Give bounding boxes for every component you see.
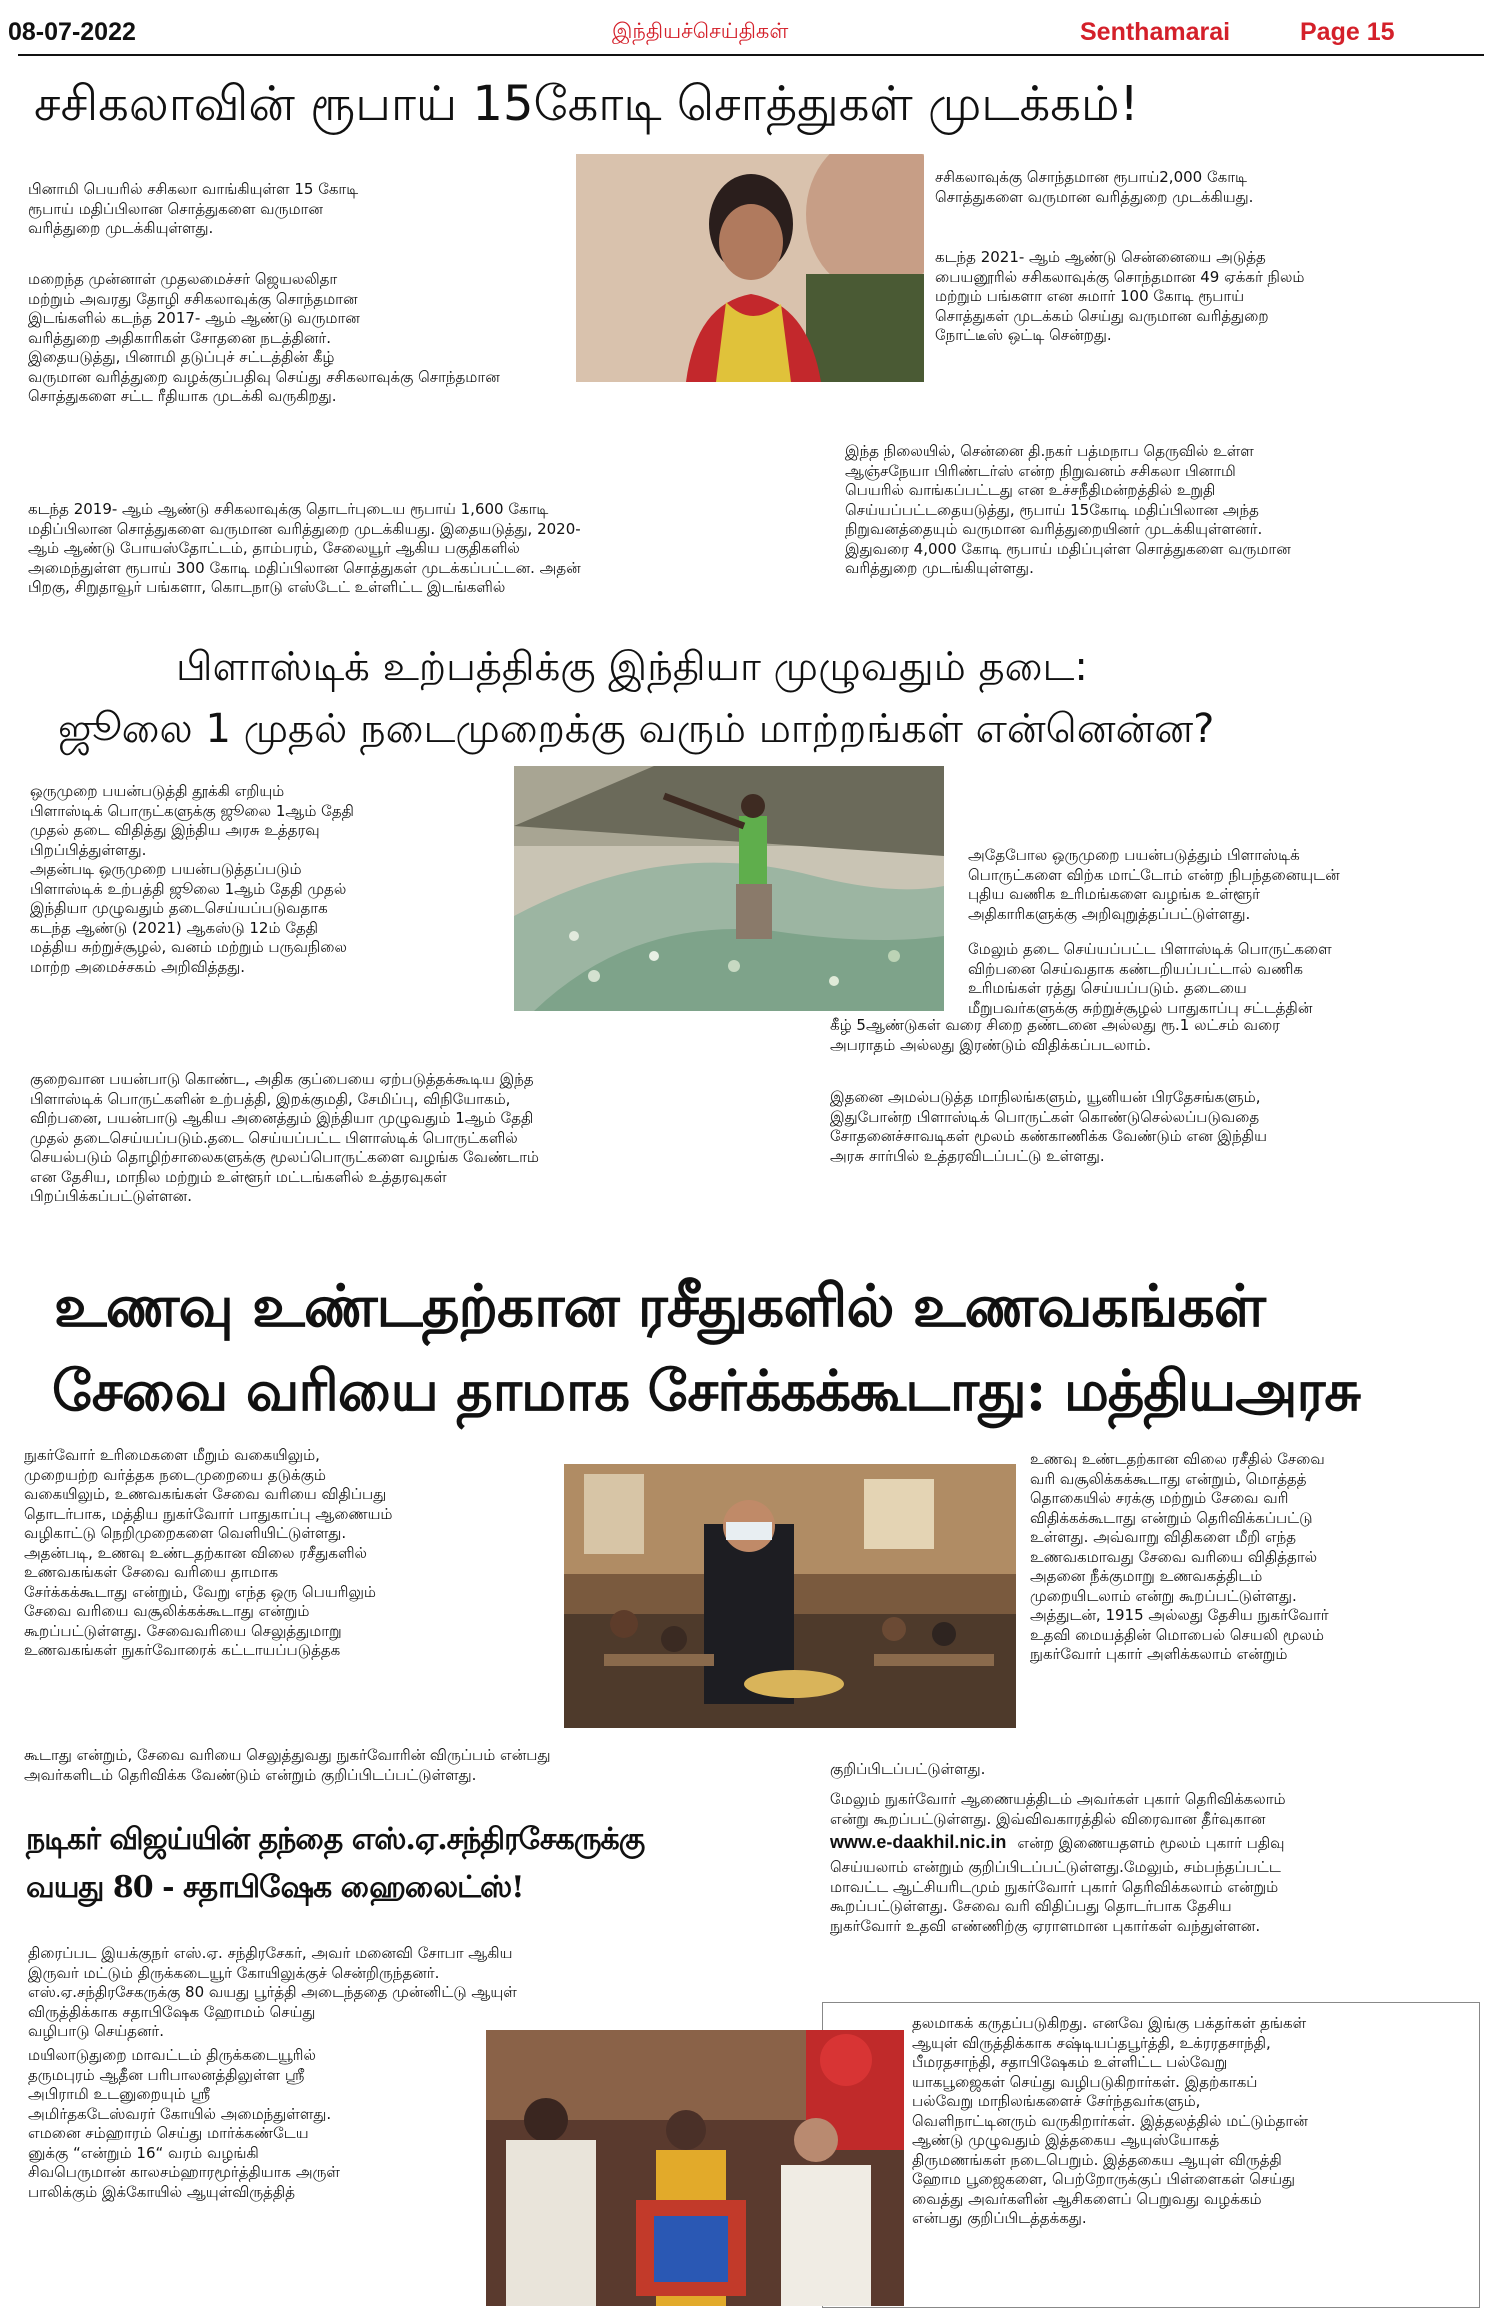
edition-date: 08-07-2022 xyxy=(8,18,136,46)
story1-para-4: சசிகலாவுக்கு சொந்தமான ரூபாய்2,000 கோடி சொத்துகளை வருமான வரித்துறை முடக்கியது. xyxy=(935,168,1254,206)
story2-para-3b: கீழ் 5ஆண்டுகள் வரை சிறை தண்டனை அல்லது ரூ.1 லட்சம் வரை அபராதம் அல்லது இரண்டும் விதிக்கப்படலாம். xyxy=(830,1016,1280,1054)
story4-para-1: திரைப்பட இயக்குநர் எஸ்.ஏ. சந்திரசேகர், அவர் மனைவி சோபா ஆகிய இருவர் மட்டும் திருக்கடையூர் கோயிலுக்குச் சென்றிருந்தனர். எஸ்.ஏ.சந்திரசேகருக்கு 80 வயது பூர்த்தி அடைந்ததை முன்னிட்டு ஆயுள் விருத்திக்காக சதாபிஷேக ஹோமம் செய்து வழிபாடு செய்தனர். xyxy=(28,1944,517,2040)
story2-para-2: அதேபோல ஒருமுறை பயன்படுத்தும் பிளாஸ்டிக் பொருட்களை விற்க மாட்டோம் என்ற நிபந்தனையுடன் புதிய வணிக உரிமங்களை வழங்க உள்ளூர் அதிகாரிகளுக்கு அறிவுறுத்தப்பட்டுள்ளது. xyxy=(968,846,1340,923)
story4-para-2: மயிலாடுதுறை மாவட்டம் திருக்கடையூரில் தருமபுரம் ஆதீன பரிபாலனத்திலுள்ள ஸ்ரீ அபிராமி உடனுறையும் ஸ்ரீ அமிர்தகடேஸ்வரர் கோயில் அமைந்துள்ளது. எமனை சம்ஹாரம் செய்து மார்க்கண்டேய னுக்கு “என்றும் 16“ வரம் வழங்கி சிவபெருமான் காலசம்ஹாரமூர்த்தியாக அருள் பாலிக்கும் இக்கோயில் ஆயுள்விருத்தித் xyxy=(28,2046,340,2201)
masthead-rule xyxy=(18,54,1484,56)
story1-para-1: பினாமி பெயரில் சசிகலா வாங்கியுள்ள 15 கோடி ரூபாய் மதிப்பிலான சொத்துகளை வருமான வரித்துறை முடக்கியுள்ளது. xyxy=(28,180,359,237)
story1-para-5: கடந்த 2021- ஆம் ஆண்டு சென்னையை அடுத்த பையனூரில் சசிகலாவுக்கு சொந்தமான 49 ஏக்கர் நிலம் மற்றும் பங்களா என சுமார் 100 கோடி ரூபாய் சொத்துகள் முடக்கம் செய்து வருமான வரித்துறை நோட்டீஸ் ஒட்டி சென்றது. xyxy=(935,248,1305,344)
story2-headline-line1: பிளாஸ்டிக் உற்பத்திக்கு இந்தியா முழுவதும் தடை: xyxy=(176,644,1088,690)
story2-para-3: மேலும் தடை செய்யப்பட்ட பிளாஸ்டிக் பொருட்களை விற்பனை செய்வதாக கண்டறியப்பட்டால் வணிக உரிமங்கள் ரத்து செய்யப்படும். தடையை மீறுபவர்களுக்கு சுற்றுச்சூழல் பாதுகாப்பு சட்டத்தின் xyxy=(968,940,1332,1017)
story4-headline-line1: நடிகர் விஜய்யின் தந்தை எஸ்.ஏ.சந்திரசேகருக்கு xyxy=(26,1822,645,1857)
restaurant-photo xyxy=(564,1464,1016,1728)
story3-headline-line1: உணவு உண்டதற்கான ரசீதுகளில் உணவகங்கள் xyxy=(54,1272,1266,1340)
story1-para-2: மறைந்த முன்னாள் முதலமைச்சர் ஜெயலலிதா மற்றும் அவரது தோழி சசிகலாவுக்கு சொந்தமான இடங்களில் கடந்த 2017- ஆம் ஆண்டு வருமான வரித்துறை அதிகாரிகள் சோதனை நடத்தினர். இதையடுத்து, பினாமி தடுப்புச் சட்டத்தின் கீழ் வருமான வரித்துறை வழக்குப்பதிவு செய்து சசிகலாவுக்கு சொந்தமான சொத்துகளை சட்ட ரீதியாக முடக்கி வருகிறது. xyxy=(28,270,500,405)
story3-url-line: www.e-daakhil.nic.in என்ற இணையதளம் மூலம் புகார் பதிவு xyxy=(830,1832,1285,1852)
story2-para-4: இதனை அமல்படுத்த மாநிலங்களும், யூனியன் பிரதேசங்களும், இதுபோன்ற பிளாஸ்டிக் பொருட்கள் கொண்டுசெல்லப்படுவதை சோதனைச்சாவடிகள் மூலம் கண்காணிக்க வேண்டும் என இந்திய அரசு சார்பில் உத்தரவிடப்பட்டு உள்ளது. xyxy=(830,1088,1267,1165)
story3-para-1: நுகர்வோர் உரிமைகளை மீறும் வகையிலும், முறையற்ற வர்த்தக நடைமுறையை தடுக்கும் வகையிலும், உணவகங்கள் சேவை வரியை விதிப்பது தொடர்பாக, மத்திய நுகர்வோர் பாதுகாப்பு ஆணையம் வழிகாட்டு நெறிமுறைகளை வெளியிட்டுள்ளது. அதன்படி, உணவு உண்டதற்கான விலை ரசீதுகளில் உணவகங்கள் சேவை வரியை தாமாக சேர்க்கக்கூடாது என்றும், வேறு எந்த ஒரு பெயரிலும் சேவை வரியை வசூலிக்கக்கூடாது என்றும் கூறப்பட்டுள்ளது. சேவைவரியை செலுத்துமாறு உணவகங்கள் நுகர்வோரைக் கட்டாயப்படுத்தக xyxy=(24,1446,393,1659)
story2-para-5: குறைவான பயன்பாடு கொண்ட, அதிக குப்பையை ஏற்படுத்தக்கூடிய இந்த பிளாஸ்டிக் பொருட்களின் உற்பத்தி, இறக்குமதி, சேமிப்பு, விநியோகம், விற்பனை, பயன்பாடு ஆகிய அனைத்தும் இந்தியா முழுவதும் 1ஆம் தேதி முதல் தடைசெய்யப்படும்.தடை செய்யப்பட்ட பிளாஸ்டிக் பொருட்களில் செயல்படும் தொழிற்சாலைகளுக்கு மூலப்பொருட்களை வழங்க வேண்டாம் என தேசிய, மாநில மற்றும் உள்ளூர் மட்டங்களில் உத்தரவுகள் பிறப்பிக்கப்பட்டுள்ளன. xyxy=(30,1070,539,1205)
section-title: இந்தியச்செய்திகள் xyxy=(612,19,789,43)
sadhabishekam-photo xyxy=(486,2030,904,2306)
story3-para-2: உணவு உண்டதற்கான விலை ரசீதில் சேவை வரி வசூலிக்கக்கூடாது என்றும், மொத்தத் தொகையில் சரக்கு மற்றும் சேவை வரி விதிக்கக்கூடாது என்றும் தெரிவிக்கப்பட்டு உள்ளது. அவ்வாறு விதிகளை மீறி எந்த உணவகமாவது சேவை வரியை விதித்தால் அதனை நீக்குமாறு உணவகத்திடம் முறையிடலாம் என்று கூறப்பட்டுள்ளது. அத்துடன், 1915 அல்லது தேசிய நுகர்வோர் உதவி மையத்தின் மொபைல் செயலி மூலம் நுகர்வோர் புகார் அளிக்கலாம் என்றும் xyxy=(1030,1450,1329,1663)
story2-para-1: ஒருமுறை பயன்படுத்தி தூக்கி எறியும் பிளாஸ்டிக் பொருட்களுக்கு ஜூலை 1ஆம் தேதி முதல் தடை விதித்து இந்திய அரசு உத்தரவு பிறப்பித்துள்ளது. அதன்படி ஒருமுறை பயன்படுத்தப்படும் பிளாஸ்டிக் உற்பத்தி ஜூலை 1ஆம் தேதி முதல் இந்தியா முழுவதும் தடைசெய்யப்படுவதாக கடந்த ஆண்டு (2021) ஆகஸ்டு 12ம் தேதி மத்திய சுற்றுச்சூழல், வனம் மற்றும் பருவநிலை மாற்ற அமைச்சகம் அறிவித்தது. xyxy=(30,782,354,976)
story3-para-4: செய்யலாம் என்றும் குறிப்பிடப்பட்டுள்ளது.மேலும், சம்பந்தப்பட்ட மாவட்ட ஆட்சியரிடமும் நுகர்வோர் புகார் தெரிவிக்கலாம் என்றும் கூறப்பட்டுள்ளது. சேவை வரி விதிப்பது தொடர்பாக தேசிய நுகர்வோர் உதவி எண்ணிற்கு ஏராளமான புகார்கள் வந்துள்ளன. xyxy=(830,1858,1281,1935)
story3-headline-line2: சேவை வரியை தாமாக சேர்க்கக்கூடாது: மத்தியஅரசு xyxy=(52,1358,1360,1424)
publication-name: Senthamarai xyxy=(1080,18,1231,46)
story1-para-6: இந்த நிலையில், சென்னை தி.நகர் பத்மநாப தெருவில் உள்ள ஆஞ்சநேயா பிரிண்டர்ஸ் என்ற நிறுவனம் சசிகலா பினாமி பெயரில் வாங்கப்பட்டது என உச்சநீதிமன்றத்தில் உறுதி செய்யப்பட்டதையடுத்து, ரூபாய் 15கோடி மதிப்பிலான அந்த நிறுவனத்தையும் வருமான வரித்துறையினர் முடக்கியுள்ளனர். இதுவரை 4,000 கோடி ரூபாய் மதிப்புள்ள சொத்துகளை வருமான வரித்துறை முடங்கியுள்ளது. xyxy=(845,442,1291,577)
sasikala-photo xyxy=(576,154,924,382)
story3-para-3: மேலும் நுகர்வோர் ஆணையத்திடம் அவர்கள் புகார் தெரிவிக்கலாம் என்று கூறப்பட்டுள்ளது. இவ்விவகாரத்தில் விரைவான தீர்வுகான xyxy=(830,1790,1286,1828)
plastic-waste-photo xyxy=(514,766,944,1011)
story1-headline: சசிகலாவின் ரூபாய் 15கோடி சொத்துகள் முடக்கம்! xyxy=(34,76,1139,132)
page-number: Page 15 xyxy=(1300,18,1395,46)
story1-para-3: கடந்த 2019- ஆம் ஆண்டு சசிகலாவுக்கு தொடர்புடைய ரூபாய் 1,600 கோடி மதிப்பிலான சொத்துகளை வருமான வரித்துறை முடக்கியது. இதையடுத்து, 2020- ஆம் ஆண்டு போயஸ்தோட்டம், தாம்பரம், சேலையூர் ஆகிய பகுதிகளில் அமைந்துள்ள ரூபாய் 300 கோடி மதிப்பிலான சொத்துகள் முடக்கப்பட்டன. அதன் பிறகு, சிறுதாவூர் பங்களா, கொடநாடு எஸ்டேட் உள்ளிட்ட இடங்களில் xyxy=(28,500,581,596)
story2-headline-line2: ஜூலை 1 முதல் நடைமுறைக்கு வரும் மாற்றங்கள் என்னென்ன? xyxy=(58,706,1215,752)
story4-headline-line2: வயது 80 - சதாபிஷேக ஹைலைட்ஸ்! xyxy=(26,1870,524,1905)
story4-para-3: தலமாகக் கருதப்படுகிறது. எனவே இங்கு பக்தர்கள் தங்கள் ஆயுள் விருத்திக்காக சஷ்டியப்தபூர்த்தி, உக்ரரதசாந்தி, பீமரதசாந்தி, சதாபிஷேகம் உள்ளிட்ட பல்வேறு யாகபூஜைகள் செய்து வழிபடுகிறார்கள். இதற்காகப் பல்வேறு மாநிலங்களைச் சேர்ந்தவர்களும், வெளிநாட்டினரும் வருகிறார்கள். இத்தலத்தில் மட்டும்தான் ஆண்டு முழுவதும் இத்தகைய ஆயுஸ்யோகத் திருமணங்கள் நடைபெறும். இத்தகைய ஆயுள் விருத்தி ஹோம பூஜைகளை, பெற்றோருக்குப் பிள்ளைகள் செய்து வைத்து அவர்களின் ஆசிகளைப் பெறுவது வழக்கம் என்பது குறிப்பிடத்தக்கது. xyxy=(912,2014,1308,2227)
story3-para-2b: குறிப்பிடப்பட்டுள்ளது. xyxy=(830,1760,986,1778)
story3-para-1b: கூடாது என்றும், சேவை வரியை செலுத்துவது நுகர்வோரின் விருப்பம் என்பது அவர்களிடம் தெரிவிக்க வேண்டும் என்றும் குறிப்பிடப்பட்டுள்ளது. xyxy=(24,1746,551,1784)
complaint-website-link[interactable]: www.e-daakhil.nic.in xyxy=(830,1832,1007,1852)
